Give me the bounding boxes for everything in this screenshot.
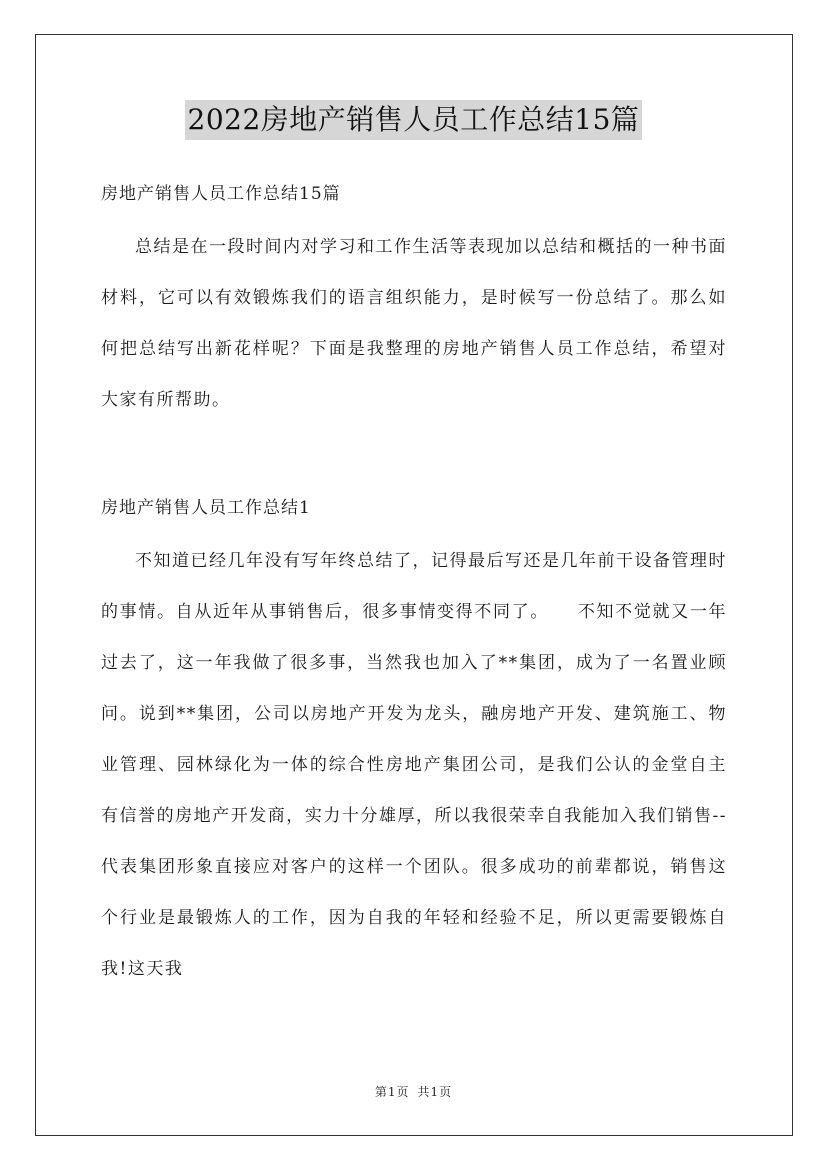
intro-heading: 房地产销售人员工作总结15篇 [101,184,341,204]
section-1-heading: 房地产销售人员工作总结1 [101,498,311,518]
intro-paragraph: 总结是在一段时间内对学习和工作生活等表现加以总结和概括的一种书面材料，它可以有效锻炼我们的语言组织能力，是时候写一份总结了。那么如何把总结写出新花样呢？下面是我整理的房地产销售人员工作总结，希望对大家有所帮助。 [101,237,727,410]
page-total: 共1页 [417,1085,453,1099]
document-title: 2022房地产销售人员工作总结15篇 [185,100,643,140]
page-number: 第1页 [374,1085,410,1099]
section-1-paragraph: 不知道已经几年没有写年终总结了，记得最后写还是几年前干设备管理时的事情。自从近年从事销售后，很多事情变得不同了。 不知不觉就又一年过去了，这一年我做了很多事，当然我也加入了**集团，成为了一名置业顾问。说到**集团，公司以房地产开发为龙头，融房地产开发、建筑施工、物业管理、园林绿化为一体的综合性房地产集团公司，是我们公认的金堂自主有信誉的房地产开发商，实力十分雄厚，所以我很荣幸自我能加入我们销售--代表集团形象直接应对客户的这样一个团队。很多成功的前辈都说，销售这个行业是最锻炼人的工作，因为自我的年轻和经验不足，所以更需要锻炼自我!这天我 [101,551,727,979]
title-container [0,100,827,140]
document-body [101,172,727,995]
page-footer [0,1083,827,1100]
